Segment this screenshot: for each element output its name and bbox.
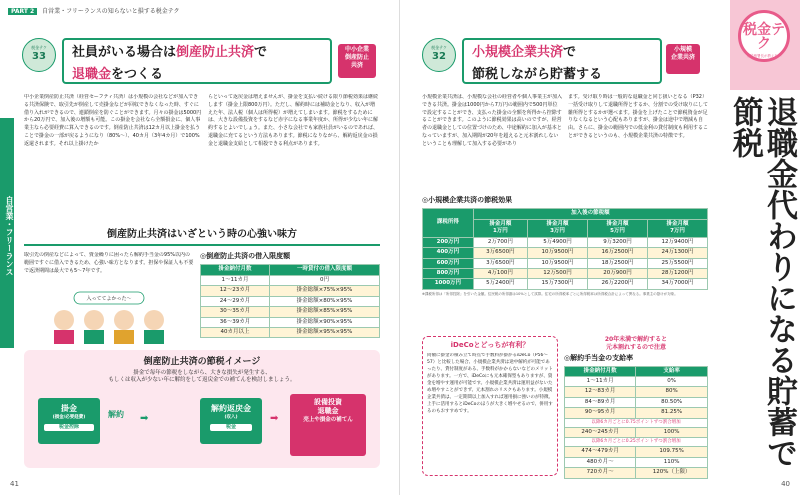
body-column-2: らといって返戻金は増えませんが、掛金を支払い続ける限り節税効果は継続します（掛金上限800万円）。ただし、解約時には補助金となり、収入が増えた年、法人税（個人は所得税）が増えてしまいます。節税をするためには、大きな設備投資をするなど赤字になる事業年度か、所得が少ない年に解約するとよいでしょう。また、小さな会社でも家族社員がいるのであれば、退職金に充てるという方法もあります。節税になりながら、解約返戻金の損金と退職金支給として相殺できる利点があります。	[208, 94, 379, 147]
table-row: 90〜95カ月 81.25%	[565, 408, 708, 418]
table-row: 30〜35カ月 掛金総額×85%×95%	[201, 307, 380, 317]
sub-text: 取引先の倒産などによって、資金繰りに困ったら解約手当金の95%以内の範囲ですぐに借入できるため、心強い味方となります。担保や保証人も不要で返済期間は最大でも5〜7年です。	[24, 252, 194, 274]
page-header	[8, 8, 179, 16]
table-row: 1〜11カ月 0%	[565, 377, 708, 387]
table-row: 200万円 2万700円 5万4900円 9万3200円 12万9400円	[423, 237, 708, 247]
table-row: 以降6カ月ごとに0.75ポイントずつ割合増加	[565, 418, 708, 427]
table-row: 240〜245カ月 100%	[565, 427, 708, 437]
table-row: 36〜39カ月 掛金総額×90%×95%	[201, 317, 380, 327]
ideco-text: 同額に掛金の積み立て時点で手数料が掛かるiDeCo（P56〜57）と比較した場合、小規模企業共済は途中解約が可能であったり、貸付制度がある、手数料がかからないなどのメリットがあります。一方で、iDeCoにも元本確保型もありますが、資金を増やす運用が可能です。小規模企業共済は運用益がないため増やすことができず、元本割れのリスクもあります。小規模企業共済は、一定期間以上加入すれば運用損に強いのが特徴。上手に活用するとiDeCoのほうが大きく増やせるので、併用するのもおすすめです。	[427, 353, 553, 415]
ideco-title: iDeCoとどっちが有利？	[450, 341, 530, 349]
body-column-1: 小規模企業共済は、小規模な会社の経営者や個人事業主が加入できる共済。掛金は1000円から7万円の範囲内で500円単位で設定することができ、支払った掛金の全額を所得から控除することができます。このように節税効果は高いのですが、経営者の退職金としての位置づけのため、中途解約に加入が基本となっていますが、加入期間が20年を超えると元本割れしないということも理解して加入する必要があり	[422, 94, 562, 147]
table-row: 84〜89カ月 80.50%	[565, 397, 708, 407]
table-row: 24〜29カ月 掛金総額×80%×95%	[201, 296, 380, 306]
topic-tag: 小規模 企業共済	[666, 44, 700, 74]
step-uses: 設備投資 退職金 売上や損金の補てん	[290, 394, 366, 456]
loan-col-months: 掛金納付月数	[201, 265, 270, 275]
title-line-2: 節税しながら貯蓄する	[472, 66, 603, 82]
tech-badge	[422, 38, 456, 72]
loan-limit-table-wrap	[200, 252, 380, 338]
title-box	[62, 38, 332, 84]
loan-col-limit: 一時貸付の借入限度額	[269, 265, 379, 275]
effect-group-head: 加入後の節税額	[473, 209, 707, 219]
table-row: 720カ月〜 120%（上限）	[565, 468, 708, 478]
tech-badge	[22, 38, 56, 72]
corner-caption: 元税務署長が教えたい	[746, 54, 782, 58]
ideco-box	[422, 336, 558, 476]
body-column-1: 中小企業倒産防止共済（経営セーフティ共済）は小規模の会社などが加入できる共済保険で、取引先が倒産して売掛金などが回収できなくなった時、すぐに借り入れができるので、連鎖倒産を防ぐことができます。月々の掛金は5000円から20万円で、加入後の増額も可能。この掛金を会社なら全額損金に、個人事業主なら必要経費に算入できるのです。倒産防止共済は12カ月以上掛金を払うことで掛金の一部が戻るようになり（80%〜）、40カ月（3年4カ月）で100%返還されます。それ以上掛けたか	[24, 94, 202, 147]
page-number: 40	[781, 479, 790, 488]
loan-limit-table	[200, 264, 380, 338]
step-refund: 解約返戻金 (収入) 税金	[200, 398, 262, 444]
big-vertical-title: 退職金代わりになる貯蓄で節税	[726, 96, 797, 468]
image-box-title: 倒産防止共済の節税イメージ	[143, 357, 261, 367]
badge-label: 税金テク	[31, 45, 47, 50]
title-line-2: 退職金をつくる	[72, 66, 164, 82]
effect-table: 課税所得 加入後の節税額 掛金月額 1万円 掛金月額 3万円 掛金月額 5万円 掛金月額 7万円 200万円 2万700円 5万4900円 9万3200円 12万9400円 400万円 3万6500円 10万9500円 16万2500円 24万1300円 600万円 3万6500円 10万9500円 18万2500円 25万5500円 800万円 4万100円 12万500円 20万900円 28万1200円 1000万円 5万2400円 15万7300円 26万2200円 34万7000円	[422, 208, 708, 289]
table-row: 1000万円 5万2400円 15万7300円 26万2200円 34万7000円	[423, 279, 708, 289]
table-row: 12〜23カ月 掛金総額×75%×95%	[201, 286, 380, 296]
table-row: 以降6カ月ごとに0.25ポイントずつ割合増加	[565, 438, 708, 447]
body-column-2: ます。受け取り時は一般的な退職金と同じ扱いとなる（P32）一括受け取りして退職所得とするか、分割での受け取りにして雑所得とするかが選べます。掛金を上げたことで節税資金が足りなくなるという心配もありますが、掛金は途中で増減も自由。さらに、掛金の範囲内での低金利の貸付制度も利用することができるというのも、小規模企業共済の特徴です。	[568, 94, 708, 139]
header-title: 自営業・フリーランスの知らないと損する税金テク	[42, 8, 180, 15]
table-row: 480カ月〜 110%	[565, 457, 708, 467]
badge-number: 33	[32, 51, 46, 63]
arrow-right-icon: ➡	[140, 413, 149, 424]
table-row: 800万円 4万100円 12万500円 20万900円 28万1200円	[423, 268, 708, 278]
people-illustration	[34, 290, 184, 344]
step-cancel: 解約	[108, 410, 124, 419]
speech-bubble: 入っててよかった〜	[86, 296, 132, 302]
refund-table-wrap	[564, 336, 708, 479]
sub-heading: 倒産防止共済はいざという時の心強い味方	[24, 228, 380, 246]
arrow-right-icon: ➡	[270, 413, 279, 424]
topic-tag: 中小企業 倒産防止 共済	[338, 44, 376, 78]
title-box	[462, 38, 662, 84]
step-premium: 掛金 (損金/必要経費) 税金控除	[38, 398, 100, 444]
refund-note-heading: 20年未満で解約すると 元本割れするので注意	[604, 336, 668, 352]
table-row: 1〜11カ月 0円	[201, 275, 380, 285]
sidebar-label: 自営業・フリーランス	[0, 118, 14, 348]
page-number: 41	[10, 479, 19, 488]
right-page	[400, 0, 800, 495]
table-row: 40カ月以上 掛金総額×95%×95%	[201, 327, 380, 337]
title-line-1: 小規模企業共済で	[472, 45, 577, 60]
badge-label: 税金テク	[431, 45, 447, 50]
corner-badge: 税金テク 元税務署長が教えたい	[738, 10, 790, 62]
refund-table: 掛金納付月数 支給率 1〜11カ月 0% 12〜83カ月 80% 84〜89カ月 80.50% 90〜95カ月 81.25% 以降6カ月ごとに0.75ポイントずつ割合増加 240〜245カ月 100% 以降6カ月ごとに0.25ポイントずつ割合増加 474〜479カ月 109.75% 480カ月〜 110% 720カ月〜 120%（上限）	[564, 366, 708, 479]
table-row: 12〜83カ月 80%	[565, 387, 708, 397]
table-row: 474〜479カ月 109.75%	[565, 447, 708, 457]
effect-table-note: ※課税所得は「所得控除」を引いた金額。住民税の所得割は10%として試算。住宅の所得税率ごとに所得税率は所得税合計によって異なる。事業主の掛けが対象。	[422, 291, 678, 296]
image-box-desc: 掛金で毎年の節税をしながら、大きな損失が発生する、 もしくは収入が少ない年に解約をして返戻金での補てんを検討しましょう。	[108, 370, 296, 384]
refund-table-title: ◎解約手当金の支給率	[564, 354, 634, 363]
part-label: PART 2	[8, 8, 37, 15]
effect-table-wrap	[422, 196, 708, 297]
loan-table-title: ◎倒産防止共済の借入限度額	[200, 252, 291, 260]
tax-image-box	[24, 350, 380, 468]
effect-table-title: ◎小規模企業共済の節税効果	[422, 196, 513, 204]
badge-number: 32	[432, 51, 446, 63]
table-row: 600万円 3万6500円 10万9500円 18万2500円 25万5500円	[423, 258, 708, 268]
title-line-1: 社員がいる場合は倒産防止共済で	[72, 45, 268, 60]
effect-col-income: 課税所得	[423, 209, 474, 237]
table-row: 400万円 3万6500円 10万9500円 16万2500円 24万1300円	[423, 248, 708, 258]
